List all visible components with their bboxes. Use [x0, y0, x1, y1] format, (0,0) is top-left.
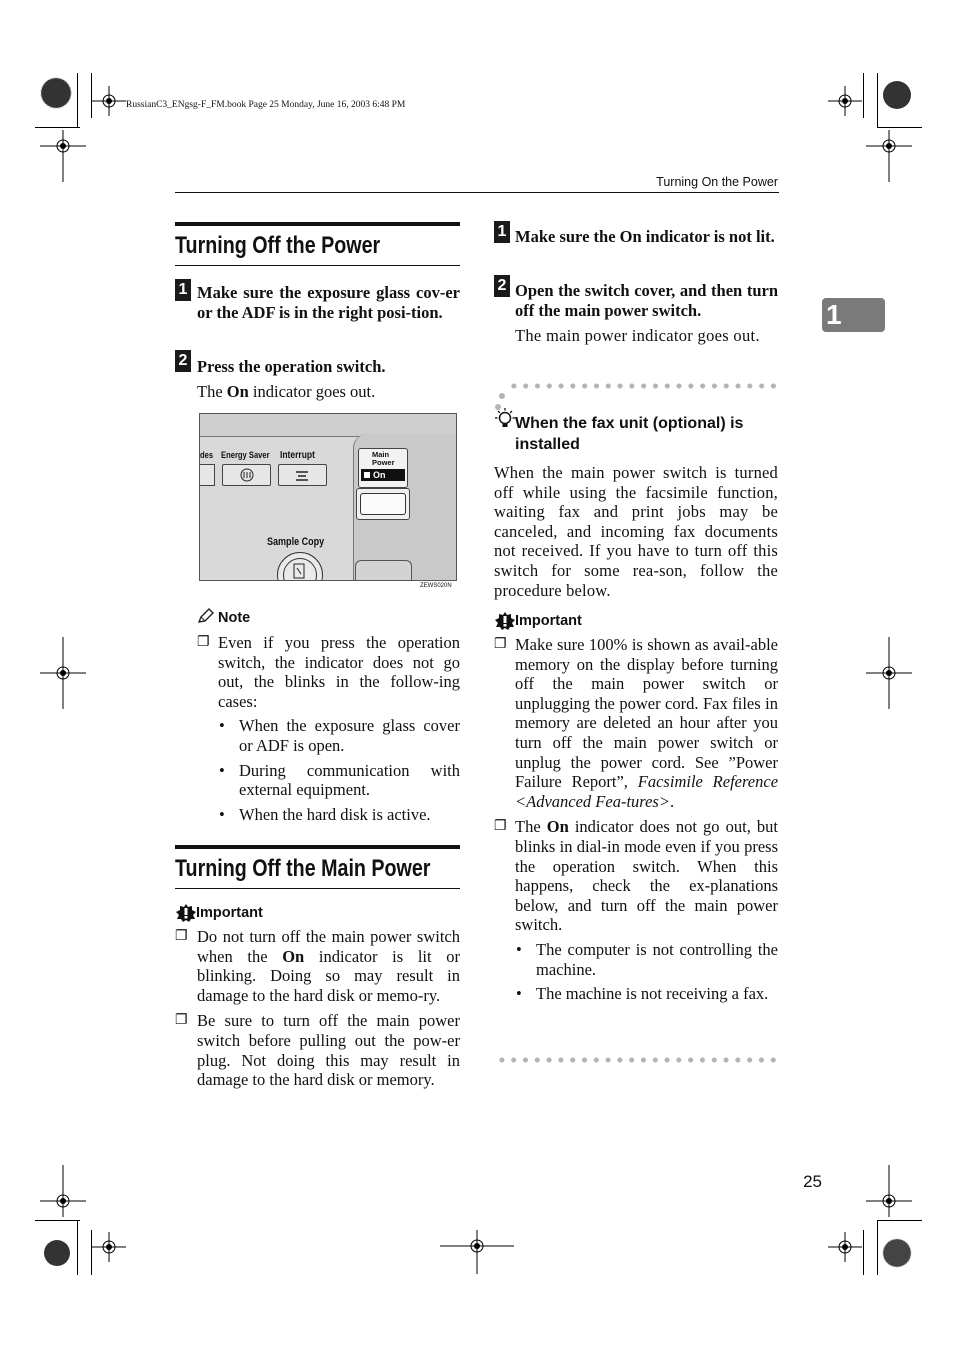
step-text: Open the switch cover, and then turn off the main power switch.	[515, 281, 778, 320]
pencil-icon	[197, 608, 215, 624]
figure-code: ZEWS020N	[420, 583, 452, 589]
panel-label: des	[200, 450, 214, 461]
note-heading: Note	[218, 610, 251, 626]
panel-label: Interrupt	[280, 450, 315, 461]
tip-dot	[499, 393, 505, 399]
main-power-indicator	[358, 448, 408, 488]
important-item-text: Be sure to turn off the main power switch before pulling out the pow-er plug. Not doing this may result in damage to the hard disk or memory.	[197, 1011, 460, 1090]
section-rule-top	[175, 845, 460, 849]
important-list	[494, 635, 778, 1004]
checkbox-bullet-icon: ❐	[175, 929, 188, 944]
step-result: The On indicator goes out.	[197, 382, 376, 401]
crosshair-icon	[866, 130, 912, 182]
page-number: 25	[803, 1172, 822, 1191]
checkbox-bullet-icon: ❐	[494, 637, 507, 652]
list-item-text: When the exposure glass cover or ADF is open.	[239, 716, 460, 755]
list-item	[219, 761, 460, 800]
list-item-text: The machine is not receiving a fax.	[536, 984, 769, 1004]
energy-saver-icon	[240, 468, 254, 482]
list-item	[219, 805, 460, 825]
list-item	[219, 716, 460, 755]
bullet-icon: •	[219, 716, 225, 736]
important-item-text: Do not turn off the main power switch when the On indicator is lit or blinking. Doing so may result in damage to the hard disk or memo-ry.	[197, 927, 460, 1005]
chapter-tab: 1	[822, 298, 885, 332]
bullet-icon: •	[516, 939, 522, 959]
crosshair-icon	[92, 86, 126, 116]
important-item	[494, 817, 778, 935]
note-list	[197, 633, 460, 824]
running-header: Turning On the Power	[656, 175, 778, 189]
important-item	[175, 927, 460, 1005]
important-heading: Important	[196, 905, 263, 921]
list-item-text: During communication with external equipment.	[239, 760, 460, 800]
crosshair-icon	[828, 86, 862, 116]
important-icon	[494, 611, 516, 631]
step-text: Make sure the On indicator is not lit.	[515, 227, 775, 246]
bullet-icon: •	[219, 804, 225, 824]
list-item	[516, 940, 778, 979]
list-item	[516, 984, 778, 1004]
crosshair-icon	[40, 130, 86, 182]
header-rule	[175, 192, 779, 193]
registration-target-icon	[41, 1237, 73, 1269]
crosshair-icon	[440, 1230, 514, 1274]
tip-heading: When the fax unit (optional) is installed	[515, 415, 744, 453]
tip-dotted-rule-top	[508, 383, 780, 389]
section-rule-bottom	[175, 888, 460, 889]
operation-switch	[356, 488, 410, 520]
note-item	[197, 633, 460, 711]
on-indicator	[361, 469, 405, 481]
main-power-label: Main Power	[372, 450, 395, 467]
crosshair-icon	[866, 1165, 912, 1217]
document-icon	[293, 563, 307, 581]
step-number: 1	[175, 279, 191, 301]
registration-target-icon	[880, 1236, 914, 1270]
energy-saver-button	[222, 464, 271, 486]
step-number: 2	[494, 275, 510, 297]
crosshair-icon	[40, 637, 86, 709]
section-title-turning-off-main-power: Turning Off the Main Power	[175, 855, 431, 882]
registration-target-icon	[880, 78, 914, 112]
panel-label: Energy Saver	[221, 450, 270, 461]
sample-copy-button	[277, 552, 323, 581]
step-result: The main power indicator goes out.	[515, 326, 760, 345]
lightbulb-icon	[494, 408, 516, 432]
section-title-turning-off-power: Turning Off the Power	[175, 232, 381, 259]
panel-button	[200, 464, 215, 486]
checkbox-bullet-icon: ❐	[494, 819, 507, 835]
note-item-text: Even if you press the operation switch, the indicator does not go out, the blinks in the follow-ing cases:	[218, 633, 460, 711]
interrupt-icon	[294, 468, 310, 482]
crosshair-icon	[828, 1232, 862, 1262]
on-label: On	[373, 470, 386, 480]
checkbox-bullet-icon: ❐	[197, 635, 210, 650]
important-item	[494, 635, 778, 811]
crosshair-icon	[92, 1232, 126, 1262]
crosshair-icon	[40, 1165, 86, 1217]
important-list	[175, 927, 460, 1090]
tip-dotted-rule-bottom	[496, 1057, 780, 1063]
important-item-text: Make sure 100% is shown as avail-able memory on the display before turning off the main power switch or unplugging the power cord. Fax files in memory are deleted an hour after you turn off the main power switch or unplug the power cord. See ”Power Failure Report”, Facsimile Reference <Advanced Fea-tures>.	[515, 635, 779, 811]
list-item-text: The computer is not controlling the machine.	[536, 939, 778, 979]
list-item-text: When the hard disk is active.	[239, 804, 431, 824]
important-item-text: The On indicator does not go out, but blinks in dial-in mode even if you press the operation switch. When this happens, check the ex-planations below, and turn off the main power switch.	[515, 817, 778, 935]
important-item	[175, 1011, 460, 1089]
step-number: 2	[175, 350, 191, 372]
bullet-icon: •	[516, 984, 522, 1004]
bullet-icon: •	[219, 760, 225, 780]
checkbox-bullet-icon: ❐	[175, 1013, 188, 1029]
print-slug: RussianC3_ENgsg-F_FM.book Page 25 Monday, June 16, 2003 6:48 PM	[126, 100, 406, 110]
step-number: 1	[494, 221, 510, 243]
step-text: Make sure the exposure glass cov-er or the ADF is in the right posi-tion.	[197, 283, 460, 322]
registration-target-icon	[38, 75, 74, 111]
crosshair-icon	[866, 637, 912, 709]
important-icon	[175, 903, 197, 923]
control-panel-illustration	[199, 413, 457, 581]
section-rule-bottom	[175, 265, 460, 266]
step-text: Press the operation switch.	[197, 357, 386, 376]
tip-body: When the main power switch is turned off while using the facsimile function, waiting fax and print jobs may be canceled, and incoming fax documents not received. If you have to turn off this switch for some rea-son, follow the procedure below.	[494, 463, 778, 600]
section-rule-top	[175, 222, 460, 226]
interrupt-button	[278, 464, 327, 486]
panel-label: Sample Copy	[267, 536, 325, 548]
important-heading: Important	[515, 613, 582, 629]
